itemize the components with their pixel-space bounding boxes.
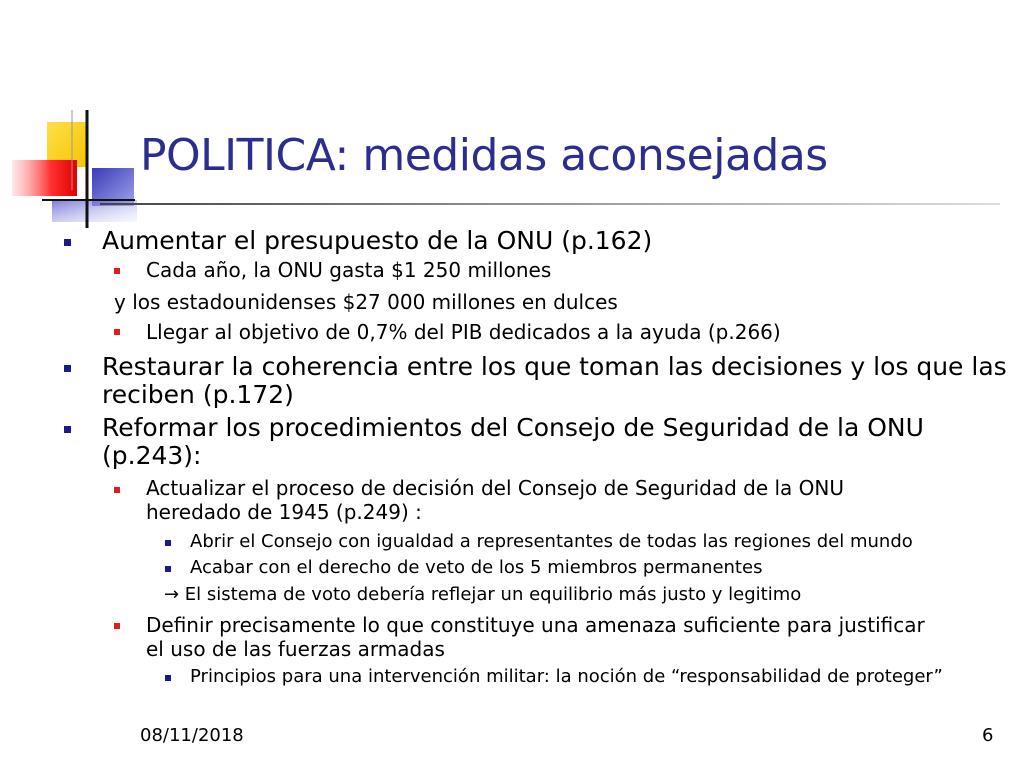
continuation-text: y los estadounidenses $27 000 millones en dulces: [114, 290, 618, 314]
arrow-note-text: → El sistema de voto debería reflejar un equilibrio más justo y legitimo: [164, 584, 802, 605]
sub-bullet-text: Llegar al objetivo de 0,7% del PIB dedicados a la ayuda (p.266): [146, 320, 781, 344]
bullet-marker: [114, 329, 120, 335]
bullet-marker: [64, 426, 71, 433]
sub-bullet-text-continued: heredado de 1945 (p.249) :: [146, 500, 422, 524]
footer-date: 08/11/2018: [140, 725, 244, 746]
bullet-text-continued: reciben (p.172): [102, 380, 294, 409]
sub-bullet-text: Definir precisamente lo que constituye una amenaza suficiente para justificar: [146, 613, 925, 637]
bullet-marker: [114, 268, 120, 274]
bullet-text-continued: (p.243):: [102, 441, 202, 470]
title-divider: [100, 203, 1000, 205]
footer-page-number: 6: [982, 725, 994, 746]
sub-bullet-text-continued: el uso de las fuerzas armadas: [146, 637, 445, 661]
bullet-text: Reformar los procedimientos del Consejo de Seguridad de la ONU: [102, 413, 924, 442]
bullet-marker: [114, 487, 120, 493]
bullet-marker: [165, 566, 171, 572]
slide-title: POLITICA: medidas aconsejadas: [140, 130, 828, 181]
sub-bullet-text: Actualizar el proceso de decisión del Consejo de Seguridad de la ONU: [146, 476, 844, 500]
sub-sub-bullet-text: Abrir el Consejo con igualdad a representantes de todas las regiones del mundo: [190, 531, 913, 552]
sub-bullet-text: Cada año, la ONU gasta $1 250 millones: [146, 258, 552, 282]
sub-sub-bullet-text: Principios para una intervención militar: la noción de “responsabilidad de proteger”: [190, 666, 943, 687]
bullet-marker: [64, 365, 71, 372]
sub-sub-bullet-text: Acabar con el derecho de veto de los 5 miembros permanentes: [190, 557, 763, 578]
slide-logo-decoration: [0, 100, 150, 240]
bullet-marker: [165, 540, 171, 546]
bullet-marker: [64, 239, 71, 246]
bullet-marker: [114, 623, 120, 629]
bullet-text: Restaurar la coherencia entre los que toman las decisiones y los que las: [102, 352, 1007, 381]
bullet-marker: [165, 675, 171, 681]
bullet-text: Aumentar el presupuesto de la ONU (p.162): [102, 226, 653, 255]
